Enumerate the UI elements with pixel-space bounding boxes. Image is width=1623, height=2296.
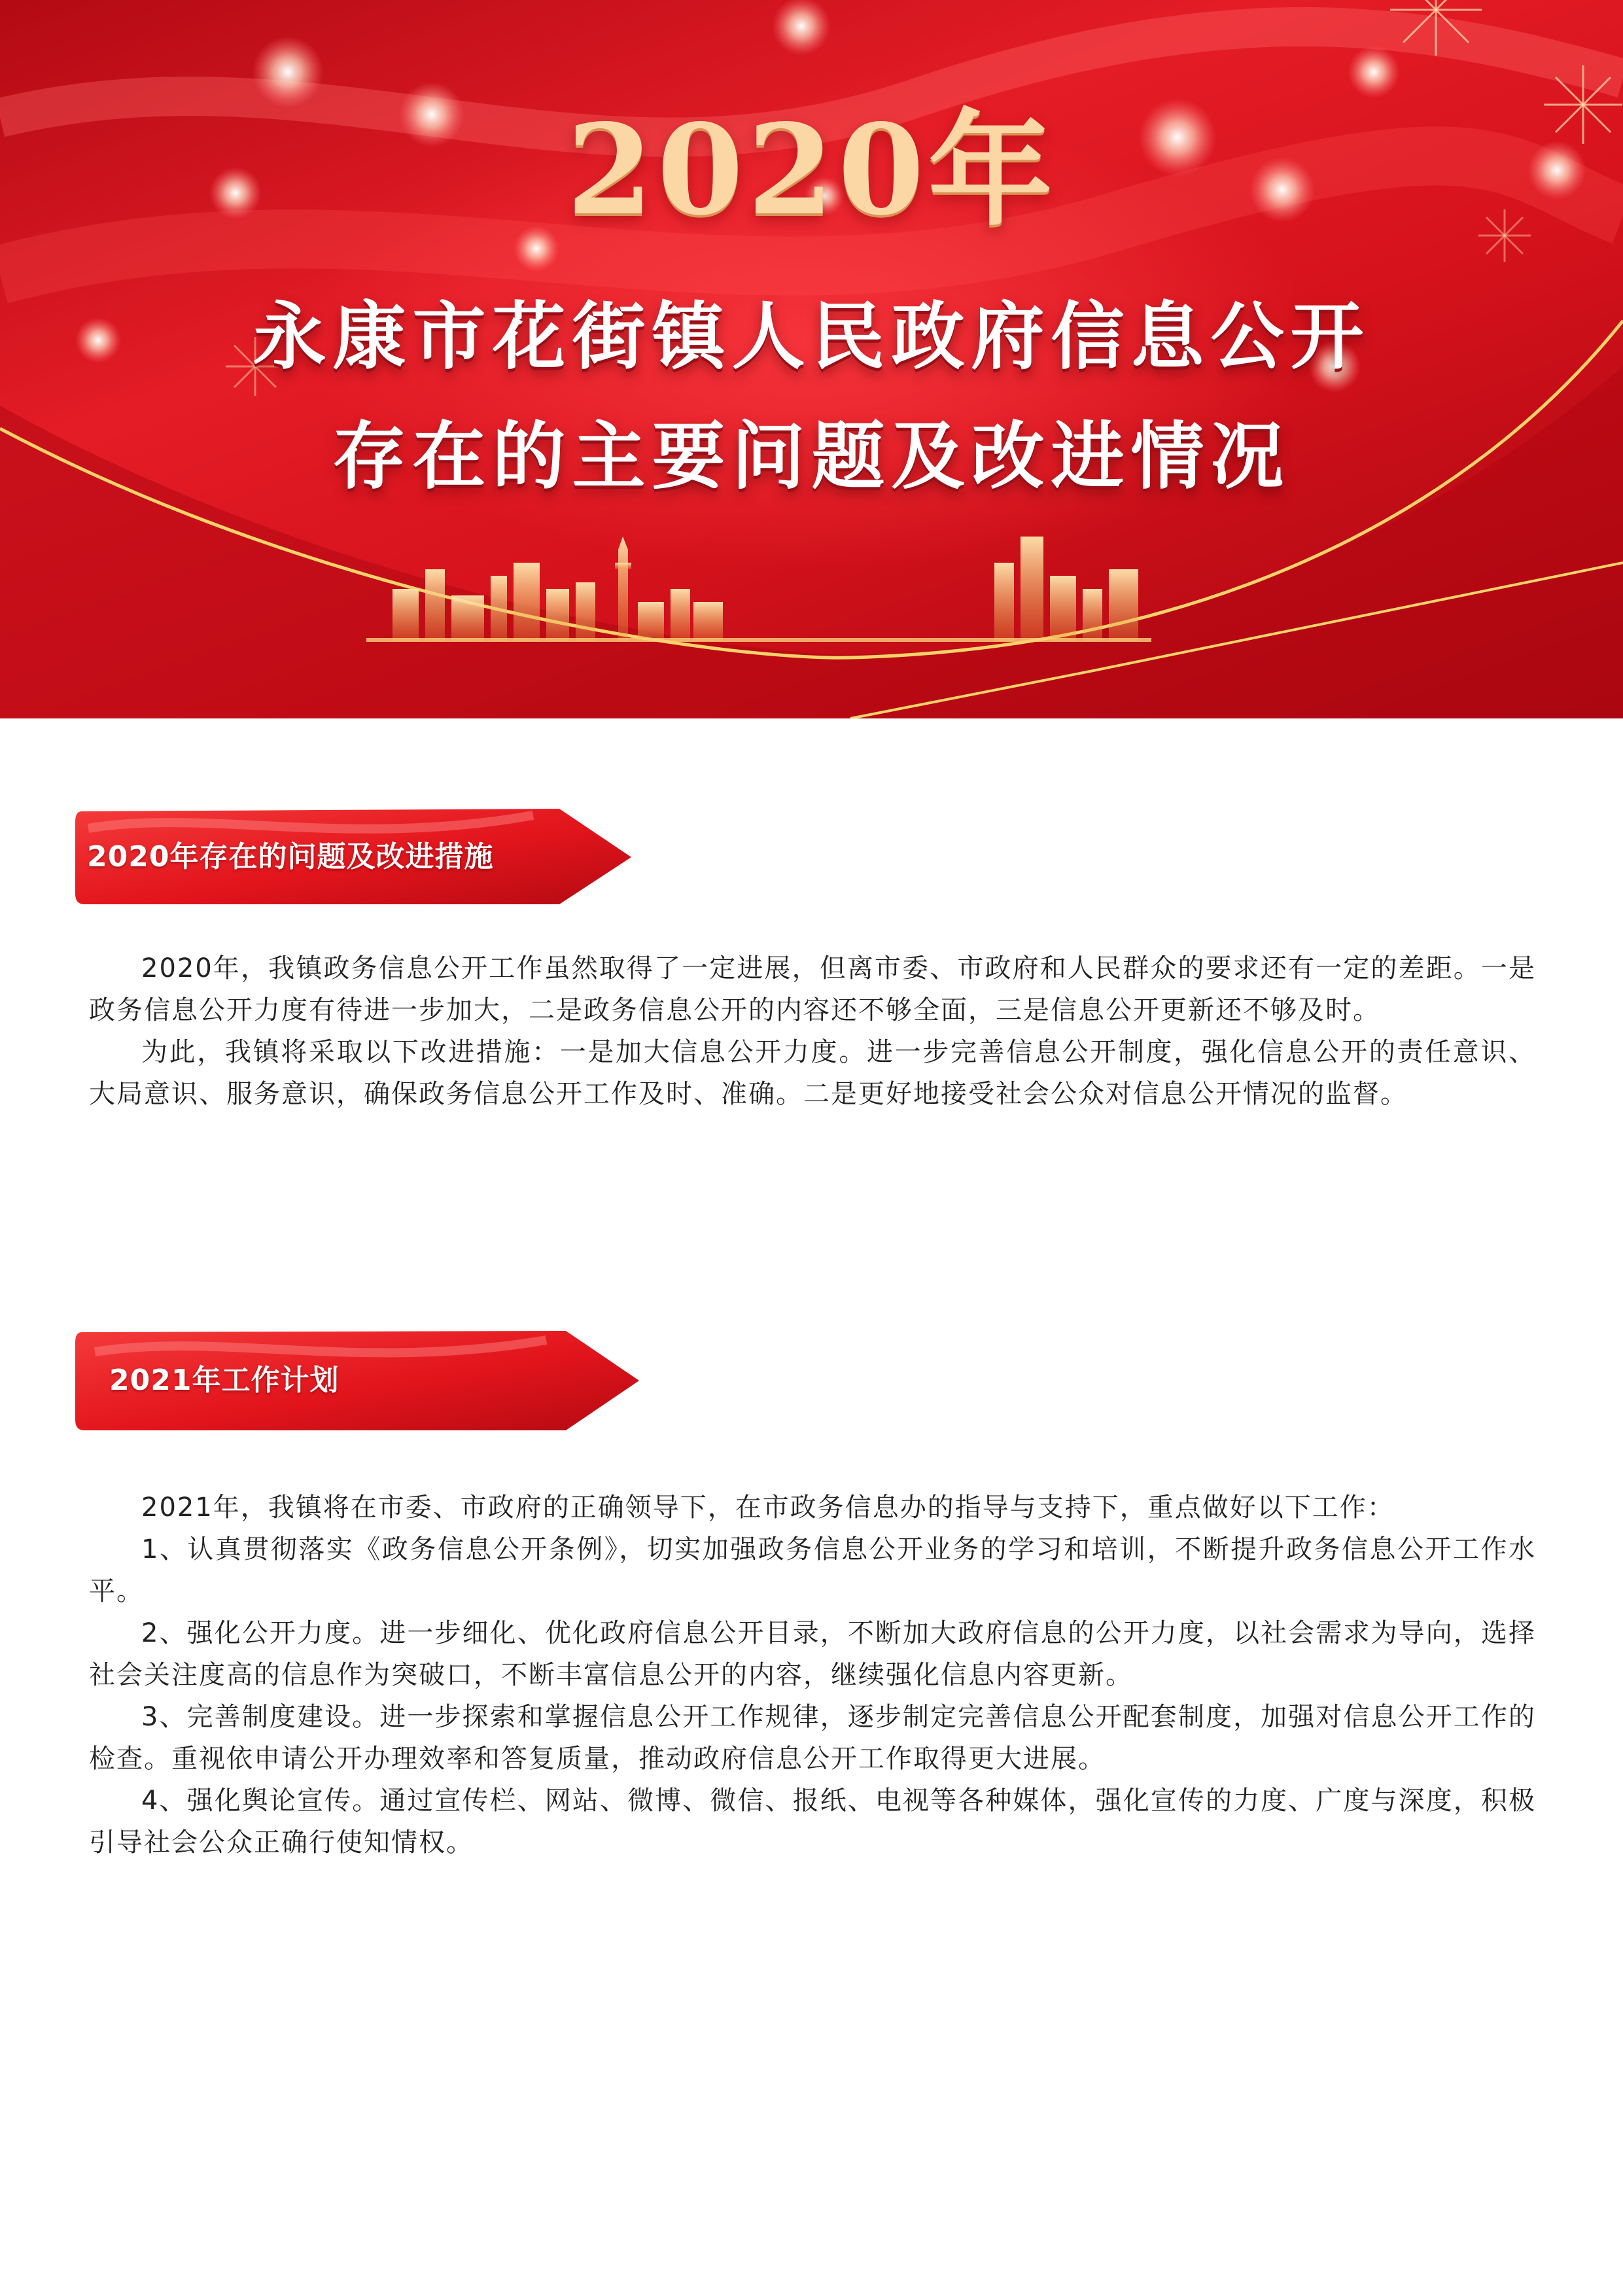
section2-paragraph: 2、强化公开力度。进一步细化、优化政府信息公开目录，不断加大政府信息的公开力度，以社会需求为导向，选择社会关注度高的信息作为突破口，不断丰富信息公开的内容，继续强化信息内容更新。 [89, 1618, 1536, 1690]
section1-heading: 2020年存在的问题及改进措施 [87, 840, 494, 874]
section2-heading: 2021年工作计划 [109, 1364, 340, 1397]
banner-title-line2: 存在的主要问题及改进情况 [332, 414, 1291, 499]
section1-body [89, 947, 1536, 1115]
banner-year: 2020年 [567, 97, 1056, 243]
section2-body [89, 1487, 1536, 1863]
section2-paragraph: 2021年，我镇将在市委、市政府的正确领导下，在市政务信息办的指导与支持下，重点做好以下工作： [141, 1492, 1395, 1523]
section2-heading-ribbon [75, 1326, 644, 1436]
banner-title-line1: 永康市花街镇人民政府信息公开 [253, 294, 1370, 380]
section1-paragraph: 为此，我镇将采取以下改进措施：一是加大信息公开力度。进一步完善信息公开制度，强化信息公开的责任意识、大局意识、服务意识，确保政务信息公开工作及时、准确。二是更好地接受社会公众对信息公开情况的监督。 [89, 1037, 1536, 1109]
section2-paragraph: 3、完善制度建设。进一步探索和掌握信息公开工作规律，逐步制定完善信息公开配套制度，加强对信息公开工作的检查。重视依申请公开办理效率和答复质量，推动政府信息公开工作取得更大进展。 [89, 1702, 1536, 1774]
city-skyline [393, 537, 1138, 641]
section2-paragraph: 4、强化舆论宣传。通过宣传栏、网站、微博、微信、报纸、电视等各种媒体，强化宣传的力度、广度与深度，积极引导社会公众正确行使知情权。 [89, 1786, 1536, 1858]
section1-paragraph: 2020年，我镇政务信息公开工作虽然取得了一定进展，但离市委、市政府和人民群众的要求还有一定的差距。一是政务信息公开力度有待进一步加大，二是政务信息公开的内容还不够全面，三是信息公开更新还不够及时。 [89, 953, 1536, 1025]
section2-paragraph: 1、认真贯彻落实《政务信息公开条例》，切实加强政务信息公开业务的学习和培训，不断提升政务信息公开工作水平。 [89, 1534, 1536, 1606]
section1-heading-ribbon [75, 802, 638, 912]
header-banner [0, 0, 1623, 718]
